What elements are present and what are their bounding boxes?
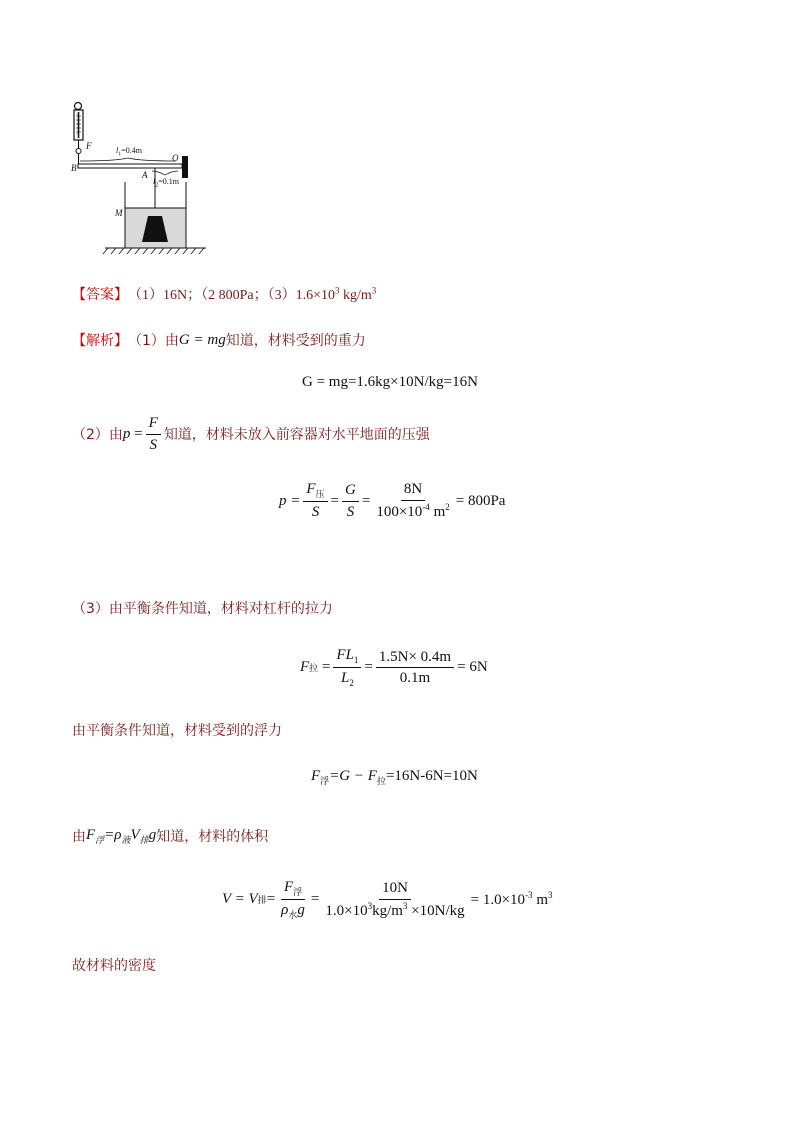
equation-5: V = V 排 = $\frac{F_浮}{\rho_水g}$ = $\frac{10N}{1.0\times 10^3kg/m^3 \times 10N/kg}$ = $1.0\times 10^{-3}$ $m^3$ — [222, 879, 553, 921]
label-l2: $l_2=0.1m$ — [153, 177, 179, 189]
answer-line — [72, 284, 376, 304]
formula-g-mg: G = mg — [178, 331, 226, 348]
answer-tag: 【答案】 — [72, 287, 128, 303]
equation-1: G = mg=1.6kg×10N/kg=16N — [302, 374, 478, 390]
label-O: O — [172, 153, 179, 163]
lever-bar — [78, 164, 182, 168]
answer-text: （1）16N；（2 800Pa；$(3)1.6\times 10^3$ $kg/m^3$ — [128, 285, 377, 303]
analysis-p6: 故材料的密度 — [72, 958, 156, 974]
label-B: B — [71, 163, 77, 173]
equation-4: $F_浮=G - F_拉=16N-6N=10N$ — [311, 768, 478, 786]
spring-scale-icon — [74, 103, 83, 154]
analysis-p5: 由 $F_浮=\rho_液V_排g$ 知道，材料的体积 — [72, 826, 269, 845]
label-M: M — [115, 208, 123, 218]
pivot-wall — [182, 156, 188, 178]
analysis-tag: 【解析】 — [72, 333, 128, 349]
analysis-p3: （3）由平衡条件知道，材料对杠杆的拉力 — [72, 601, 333, 617]
label-A: A — [142, 170, 148, 180]
label-F: F — [86, 141, 92, 151]
equation-3: F 拉 = $\frac{FL_1}{L_2}$ = $\frac{1.5N\times 0.4m}{0.1m}$ = 6N — [300, 647, 488, 689]
lever-diagram — [70, 98, 210, 258]
formula-p-f-s: p = $\frac{F}{S}$ — [123, 414, 164, 455]
equation-2: p = $\frac{F_压}{S}$ = $\frac{G}{S}$ = $\frac{8N}{100\times 10^{-4} m^2}$ = 800Pa — [279, 481, 506, 521]
label-l1: $l_1=0.4m$ — [116, 146, 142, 158]
formula-buoyancy: $F_浮=\rho_液V_排g$ — [86, 826, 157, 845]
analysis-p2: （2）由 p = $\frac{F}{S}$ 知道，材料未放入前容器对水平地面的压强 — [72, 415, 430, 453]
analysis-p4: 由平衡条件知道，材料受到的浮力 — [72, 723, 282, 739]
analysis-p1: 【解析】 （1）由 G = mg 知道，材料受到的重力 — [72, 331, 366, 349]
